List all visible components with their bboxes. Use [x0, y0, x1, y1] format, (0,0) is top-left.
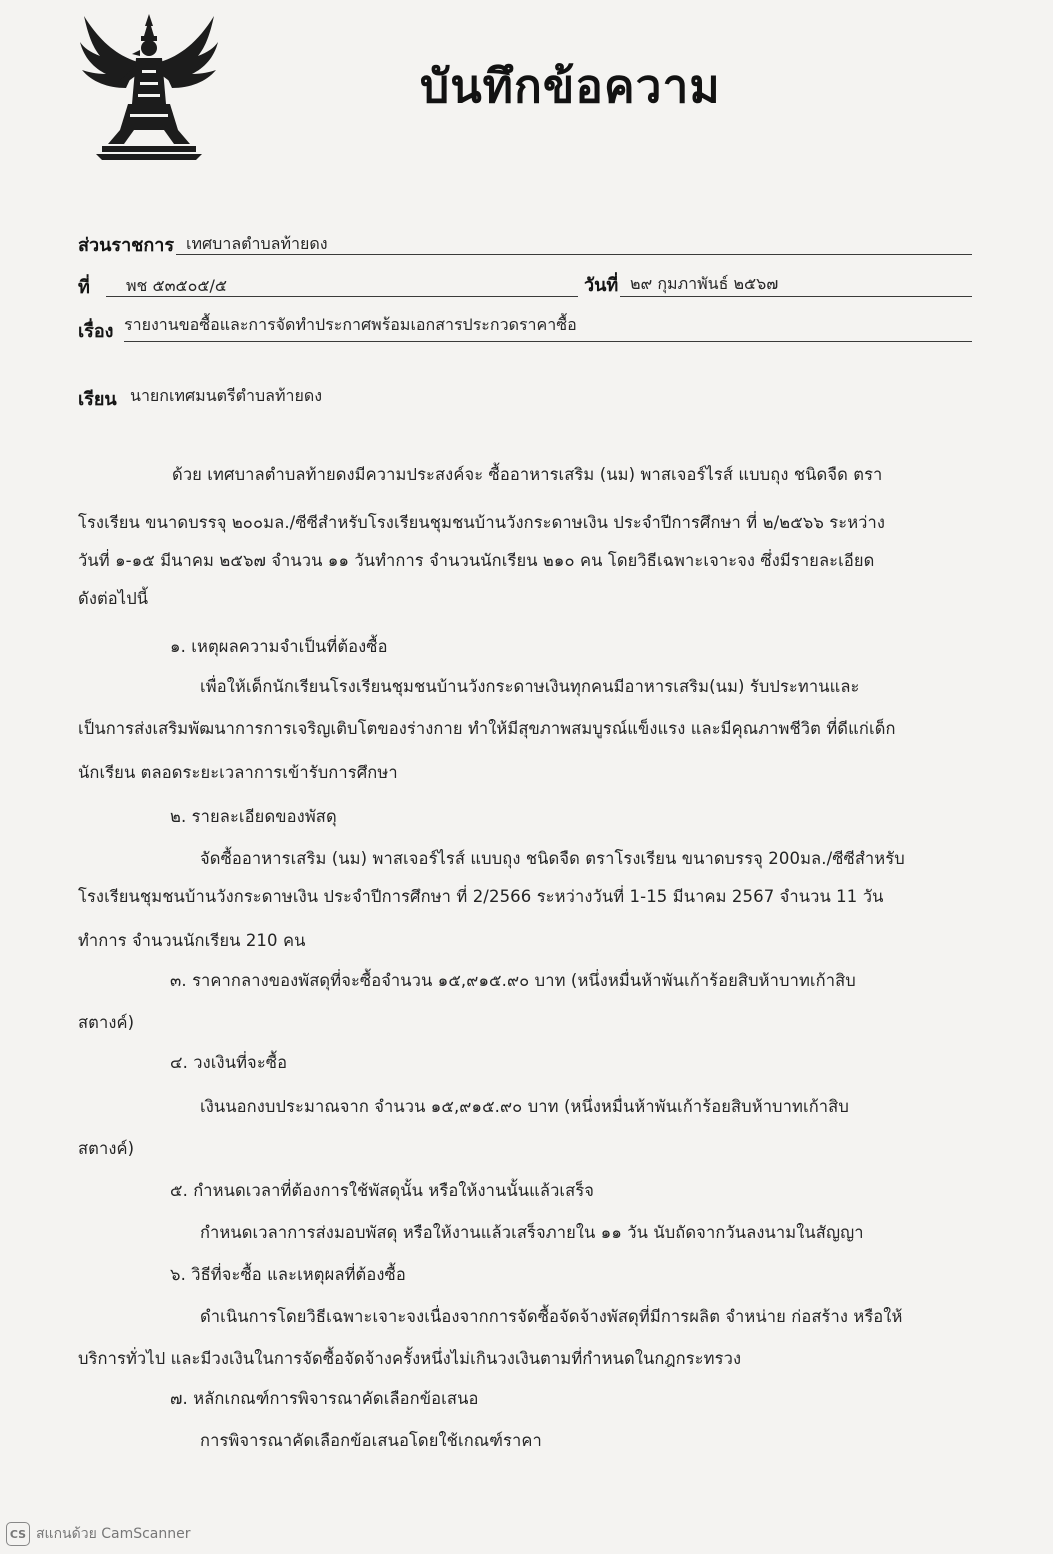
garuda-emblem-icon — [78, 12, 220, 162]
date-value: ๒๙ กุมภาพันธ์ ๒๕๖๗ — [630, 274, 779, 293]
body-line: จัดซื้ออาหารเสริม (นม) พาสเจอร์ไรส์ แบบถุง ชนิดจืด ตราโรงเรียน ขนาดบรรจุ 200มล./ซีซีสำหรับ — [200, 849, 905, 868]
body-line: กำหนดเวลาการส่งมอบพัสดุ หรือให้งานแล้วเสร็จภายใน ๑๑ วัน นับถัดจากวันลงนามในสัญญา — [200, 1223, 864, 1242]
body-line: โรงเรียนชุมชนบ้านวังกระดาษเงิน ประจำปีการศึกษา ที่ 2/2566 ระหว่างวันที่ 1-15 มีนาคม 2567 จำนวน 11 วัน — [78, 887, 884, 906]
body-line: ด้วย เทศบาลตำบลท้ายดงมีความประสงค์จะ ซื้ออาหารเสริม (นม) พาสเจอร์ไรส์ แบบถุง ชนิดจืด ตรา — [172, 465, 883, 484]
agency-label: ส่วนราชการ — [78, 235, 175, 256]
body-line: สตางค์) — [78, 1139, 135, 1158]
subject-value: รายงานขอซื้อและการจัดทำประกาศพร้อมเอกสารประกวดราคาซื้อ — [124, 315, 577, 334]
section-heading-1: ๑. เหตุผลความจำเป็นที่ต้องซื้อ — [170, 637, 388, 656]
camscanner-watermark — [6, 1522, 191, 1546]
section-heading-7: ๗. หลักเกณฑ์การพิจารณาคัดเลือกข้อเสนอ — [170, 1389, 479, 1408]
subject-label: เรื่อง — [78, 321, 114, 342]
subject-underline — [124, 341, 972, 342]
body-line: ดังต่อไปนี้ — [78, 589, 149, 608]
section-heading-4: ๔. วงเงินที่จะซื้อ — [170, 1053, 288, 1072]
date-label: วันที่ — [584, 275, 619, 296]
body-line: สตางค์) — [78, 1013, 135, 1032]
date-underline — [620, 296, 972, 297]
section-heading-3: ๓. ราคากลางของพัสดุที่จะซื้อจำนวน ๑๕,๙๑๕.๙๐ บาท (หนึ่งหมื่นห้าพันเก้าร้อยสิบห้าบาทเก้าสิบ — [170, 971, 856, 990]
body-line: โรงเรียน ขนาดบรรจุ ๒๐๐มล./ซีซีสำหรับโรงเรียนชุมชนบ้านวังกระดาษเงิน ประจำปีการศึกษา ที่ ๒/๒๕๖๖ ระหว่าง — [78, 513, 886, 532]
camscanner-logo-icon: CS — [6, 1522, 30, 1546]
body-line: วันที่ ๑-๑๕ มีนาคม ๒๕๖๗ จำนวน ๑๑ วันทำการ จำนวนนักเรียน ๒๑๐ คน โดยวิธีเฉพาะเจาะจง ซึ่งมีรายละเอียด — [78, 551, 875, 570]
agency-underline — [176, 254, 972, 255]
section-heading-6: ๖. วิธีที่จะซื้อ และเหตุผลที่ต้องซื้อ — [170, 1265, 406, 1284]
body-line: เพื่อให้เด็กนักเรียนโรงเรียนชุมชนบ้านวังกระดาษเงินทุกคนมีอาหารเสริม(นม) รับประทานและ — [200, 677, 860, 696]
body-line: นักเรียน ตลอดระยะเวลาการเข้ารับการศึกษา — [78, 763, 398, 782]
ref-value: พช ๕๓๕๐๕/๕ — [126, 276, 228, 295]
body-line: การพิจารณาคัดเลือกข้อเสนอโดยใช้เกณฑ์ราคา — [200, 1431, 542, 1450]
to-value: นายกเทศมนตรีตำบลท้ายดง — [130, 386, 323, 405]
section-heading-5: ๕. กำหนดเวลาที่ต้องการใช้พัสดุนั้น หรือให้งานนั้นแล้วเสร็จ — [170, 1181, 595, 1200]
ref-label: ที่ — [78, 277, 90, 298]
body-line: ทำการ จำนวนนักเรียน 210 คน — [78, 931, 306, 950]
body-line: เงินนอกงบประมาณจาก จำนวน ๑๕,๙๑๕.๙๐ บาท (หนึ่งหมื่นห้าพันเก้าร้อยสิบห้าบาทเก้าสิบ — [200, 1097, 849, 1116]
body-line: บริการทั่วไป และมีวงเงินในการจัดซื้อจัดจ้างครั้งหนึ่งไม่เกินวงเงินตามที่กำหนดในกฎกระทรวง — [78, 1349, 742, 1368]
body-line: เป็นการส่งเสริมพัฒนาการการเจริญเติบโตของร่างกาย ทำให้มีสุขภาพสมบูรณ์แข็งแรง และมีคุณภาพชีวิต ที่ดีแก่เด็ก — [78, 719, 896, 738]
to-label: เรียน — [78, 389, 117, 410]
memo-title: บันทึกข้อความ — [420, 59, 721, 113]
body-line: ดำเนินการโดยวิธีเฉพาะเจาะจงเนื่องจากการจัดซื้อจัดจ้างพัสดุที่มีการผลิต จำหน่าย ก่อสร้าง หรือให้ — [200, 1307, 903, 1326]
camscanner-label: สแกนด้วย CamScanner — [36, 1526, 191, 1542]
agency-value: เทศบาลตำบลท้ายดง — [186, 234, 328, 253]
ref-underline — [106, 296, 578, 297]
section-heading-2: ๒. รายละเอียดของพัสดุ — [170, 807, 337, 826]
